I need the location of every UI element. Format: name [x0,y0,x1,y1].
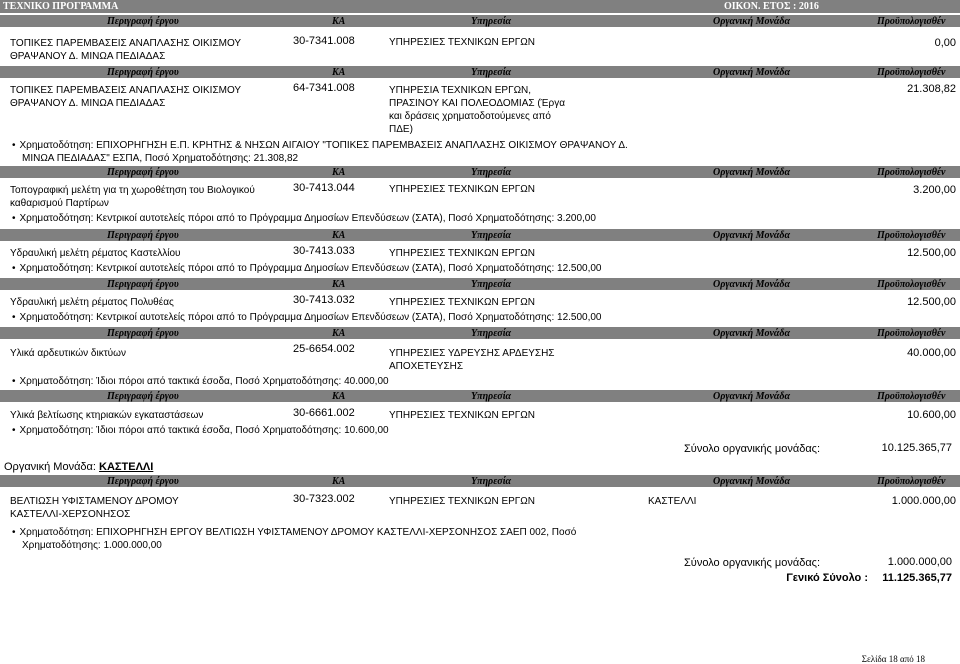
project-budget: 0,00 [934,37,956,49]
project-description: ΒΕΛΤΙΩΣΗ ΥΦΙΣΤΑΜΕΝΟΥ ΔΡΟΜΟΥ [10,496,179,507]
project-budget: 40.000,00 [907,347,956,359]
column-header-row: Περιγραφή έργου ΚΑ Υπηρεσία Οργανική Μονάδα Προϋπολογισθέν [0,66,960,78]
project-ka: 30-7413.032 [293,294,355,306]
subtotal-value: 10.125.365,77 [881,442,952,454]
project-description: Υλικά βελτίωσης κτηριακών εγκαταστάσεων [10,410,204,421]
project-description: καθαρισμού Παρτίρων [10,198,109,209]
project-service: ΠΡΑΣΙΝΟΥ ΚΑΙ ΠΟΛΕΟΔΟΜΙΑΣ (Έργα [389,98,565,109]
column-header-row: Περιγραφή έργου ΚΑ Υπηρεσία Οργανική Μονάδα Προϋπολογισθέν [0,15,960,27]
project-description: Υδραυλική μελέτη ρέματος Καστελλίου [10,248,181,259]
funding-line: • Χρηματοδότηση: Ίδιοι πόροι από τακτικά έσοδα, Ποσό Χρηματοδότησης: 10.600,00 [12,424,389,437]
grand-total-label: Γενικό Σύνολο : [786,572,868,584]
project-service: ΥΠΗΡΕΣΙΕΣ ΤΕΧΝΙΚΩΝ ΕΡΓΩΝ [389,184,536,195]
project-service: ΥΠΗΡΕΣΙΕΣ ΤΕΧΝΙΚΩΝ ΕΡΓΩΝ [389,37,536,48]
funding-line: • Χρηματοδότηση: Κεντρικοί αυτοτελείς πόροι από το Πρόγραμμα Δημοσίων Επενδύσεων (ΣΑΤΑ), Ποσό Χρηματοδότησης: 3.200,00 [12,212,596,225]
project-ka: 30-6661.002 [293,407,355,419]
project-description: ΘΡΑΨΑΝΟΥ Δ. ΜΙΝΩΑ ΠΕΔΙΑΔΑΣ [10,51,166,62]
project-description: ΘΡΑΨΑΝΟΥ Δ. ΜΙΝΩΑ ΠΕΔΙΑΔΑΣ [10,98,166,109]
funding-line: ΜΙΝΩΑ ΠΕΔΙΑΔΑΣ" ΕΣΠΑ, Ποσό Χρηματοδότησης: 21.308,82 [22,153,299,164]
fiscal-year-label: ΟΙΚΟΝ. ΕΤΟΣ : 2016 [724,1,819,12]
page-number: Σελίδα 18 από 18 [861,654,925,664]
column-header-row: Περιγραφή έργου ΚΑ Υπηρεσία Οργανική Μονάδα Προϋπολογισθέν [0,278,960,290]
subtotal-label: Σύνολο οργανικής μονάδας: [684,443,821,455]
funding-line: • Χρηματοδότηση: Κεντρικοί αυτοτελείς πόροι από το Πρόγραμμα Δημοσίων Επενδύσεων (ΣΑΤΑ), Ποσό Χρηματοδότησης: 12.500,00 [12,262,602,275]
project-service: ΥΠΗΡΕΣΙΕΣ ΤΕΧΝΙΚΩΝ ΕΡΓΩΝ [389,297,536,308]
project-ka: 30-7323.002 [293,493,355,505]
funding-line: • Χρηματοδότηση: ΕΠΙΧΟΡΗΓΗΣΗ Ε.Π. ΚΡΗΤΗΣ & ΝΗΣΩΝ ΑΙΓΑΙΟΥ "ΤΟΠΙΚΕΣ ΠΑΡΕΜΒΑΣΕΙΣ ΑΝΑΠΛΑΣΗΣ ΟΙΚΙΣΜΟΥ ΘΡΑΨΑΝΟΥ Δ. [12,139,628,152]
project-service: ΑΠΟΧΕΤΕΥΣΗΣ [389,361,464,372]
project-unit: ΚΑΣΤΕΛΛΙ [648,496,697,507]
column-header-row: Περιγραφή έργου ΚΑ Υπηρεσία Οργανική Μονάδα Προϋπολογισθέν [0,327,960,339]
project-service: ΥΠΗΡΕΣΙΕΣ ΤΕΧΝΙΚΩΝ ΕΡΓΩΝ [389,496,536,507]
project-budget: 12.500,00 [907,247,956,259]
project-service: ΥΠΗΡΕΣΙΕΣ ΤΕΧΝΙΚΩΝ ΕΡΓΩΝ [389,248,536,259]
grand-total-value: 11.125.365,77 [882,572,952,584]
report-title: ΤΕΧΝΙΚΟ ΠΡΟΓΡΑΜΜΑ [3,1,119,12]
project-service: ΥΠΗΡΕΣΙΕΣ ΥΔΡΕΥΣΗΣ ΑΡΔΕΥΣΗΣ [389,348,555,359]
column-header-row: Περιγραφή έργου ΚΑ Υπηρεσία Οργανική Μονάδα Προϋπολογισθέν [0,166,960,178]
funding-line: • Χρηματοδότηση: ΕΠΙΧΟΡΗΓΗΣΗ ΕΡΓΟΥ ΒΕΛΤΙΩΣΗ ΥΦΙΣΤΑΜΕΝΟΥ ΔΡΟΜΟΥ ΚΑΣΤΕΛΛΙ-ΧΕΡΣΟΝΗΣΟΣ ΣΑΕΠ 002, Ποσό [12,526,576,539]
project-service: ΥΠΗΡΕΣΙΑ ΤΕΧΝΙΚΩΝ ΕΡΓΩΝ, [389,85,532,96]
project-service: ΠΔΕ) [389,124,413,135]
project-description: Υδραυλική μελέτη ρέματος Πολυθέας [10,297,174,308]
project-ka: 30-7413.044 [293,182,355,194]
project-ka: 64-7341.008 [293,82,355,94]
unit-name: ΚΑΣΤΕΛΛΙ [99,461,154,473]
column-header-row: Περιγραφή έργου ΚΑ Υπηρεσία Οργανική Μονάδα Προϋπολογισθέν [0,229,960,241]
funding-line: • Χρηματοδότηση: Ίδιοι πόροι από τακτικά έσοδα, Ποσό Χρηματοδότησης: 40.000,00 [12,375,389,388]
column-header-row: Περιγραφή έργου ΚΑ Υπηρεσία Οργανική Μονάδα Προϋπολογισθέν [0,390,960,402]
subtotal-label: Σύνολο οργανικής μονάδας: [684,557,821,569]
report-header-bar [0,0,960,13]
project-service: ΥΠΗΡΕΣΙΕΣ ΤΕΧΝΙΚΩΝ ΕΡΓΩΝ [389,410,536,421]
fiscal-year: 2016 [798,1,819,12]
unit-heading: Οργανική Μονάδα: ΚΑΣΤΕΛΛΙ [4,461,154,473]
project-ka: 30-7341.008 [293,35,355,47]
subtotal-value: 1.000.000,00 [887,556,952,568]
project-ka: 30-7413.033 [293,245,355,257]
project-description: Υλικά αρδευτικών δικτύων [10,348,126,359]
funding-line: • Χρηματοδότηση: Κεντρικοί αυτοτελείς πόροι από το Πρόγραμμα Δημοσίων Επενδύσεων (ΣΑΤΑ), Ποσό Χρηματοδότησης: 12.500,00 [12,311,602,324]
project-description: Τοπογραφική μελέτη για τη χωροθέτηση του Βιολογικού [10,185,255,196]
project-description: ΤΟΠΙΚΕΣ ΠΑΡΕΜΒΑΣΕΙΣ ΑΝΑΠΛΑΣΗΣ ΟΙΚΙΣΜΟΥ [10,85,242,96]
funding-line: Χρηματοδότησης: 1.000.000,00 [22,540,162,551]
project-description: ΤΟΠΙΚΕΣ ΠΑΡΕΜΒΑΣΕΙΣ ΑΝΑΠΛΑΣΗΣ ΟΙΚΙΣΜΟΥ [10,38,242,49]
project-budget: 12.500,00 [907,296,956,308]
project-budget: 3.200,00 [913,184,956,196]
project-service: και δράσεις χρηματοδοτούμενες από [389,111,551,122]
project-budget: 21.308,82 [907,83,956,95]
project-description: ΚΑΣΤΕΛΛΙ-ΧΕΡΣΟΝΗΣΟΣ [10,509,131,520]
project-ka: 25-6654.002 [293,343,355,355]
project-budget: 1.000.000,00 [891,495,956,507]
column-header-row: Περιγραφή έργου ΚΑ Υπηρεσία Οργανική Μονάδα Προϋπολογισθέν [0,475,960,487]
project-budget: 10.600,00 [907,409,956,421]
